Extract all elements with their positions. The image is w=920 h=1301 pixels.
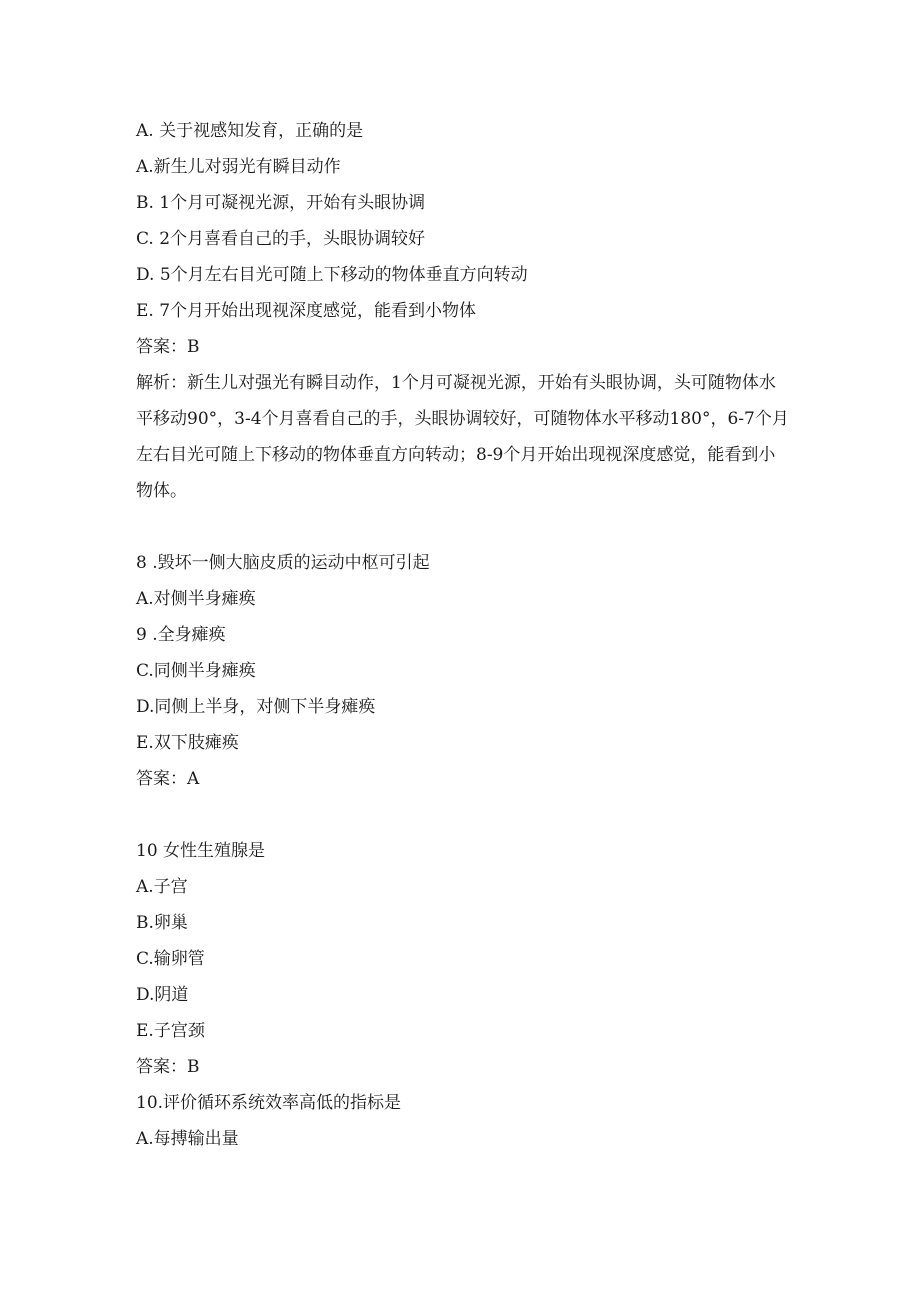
option-b: B. 1个月可凝视光源，开始有头眼协调 [136, 193, 426, 213]
spacer [136, 797, 796, 833]
question-stem: 10 女性生殖腺是 [136, 841, 266, 861]
option-a: A.子宫 [136, 877, 188, 897]
option-e: E. 7个月开始出现视深度感觉，能看到小物体 [136, 301, 477, 321]
spacer [136, 509, 796, 545]
option-a: A.每搏输出量 [136, 1129, 239, 1149]
analysis: 解析：新生儿对强光有瞬目动作，1个月可凝视光源，开始有头眼协调，头可随物体水平移动90°，3-4个月喜看自己的手，头眼协调较好，可随物体水平移动180°，6-7个月左右目光可随上下移动的物体垂直方向转动；8-9个月开始出现视深度感觉，能看到小物体。 [136, 373, 789, 501]
question-stem: 8 .毁坏一侧大脑皮质的运动中枢可引起 [136, 553, 430, 573]
option-a: A.新生儿对弱光有瞬目动作 [136, 157, 341, 177]
option-e: E.双下肢瘫痪 [136, 733, 239, 753]
answer: 答案：A [136, 769, 200, 789]
page-content [136, 113, 796, 1157]
answer: 答案：B [136, 1057, 200, 1077]
option-d: D.阴道 [136, 985, 189, 1005]
option-b: 9 .全身瘫痪 [136, 625, 226, 645]
option-c: C.同侧半身瘫痪 [136, 661, 256, 681]
option-c: C. 2个月喜看自己的手，头眼协调较好 [136, 229, 426, 249]
question-block [136, 545, 796, 797]
option-d: D.同侧上半身，对侧下半身瘫痪 [136, 697, 376, 717]
question-block [136, 1085, 796, 1157]
question-block [136, 833, 796, 1085]
option-c: C.输卵管 [136, 949, 205, 969]
question-stem: A. 关于视感知发育，正确的是 [136, 121, 364, 141]
option-b: B.卵巢 [136, 913, 188, 933]
question-block [136, 113, 796, 509]
option-e: E.子宫颈 [136, 1021, 205, 1041]
answer: 答案：B [136, 337, 200, 357]
option-a: A.对侧半身瘫痪 [136, 589, 256, 609]
question-stem: 10.评价循环系统效率高低的指标是 [136, 1093, 402, 1113]
option-d: D. 5个月左右目光可随上下移动的物体垂直方向转动 [136, 265, 528, 285]
